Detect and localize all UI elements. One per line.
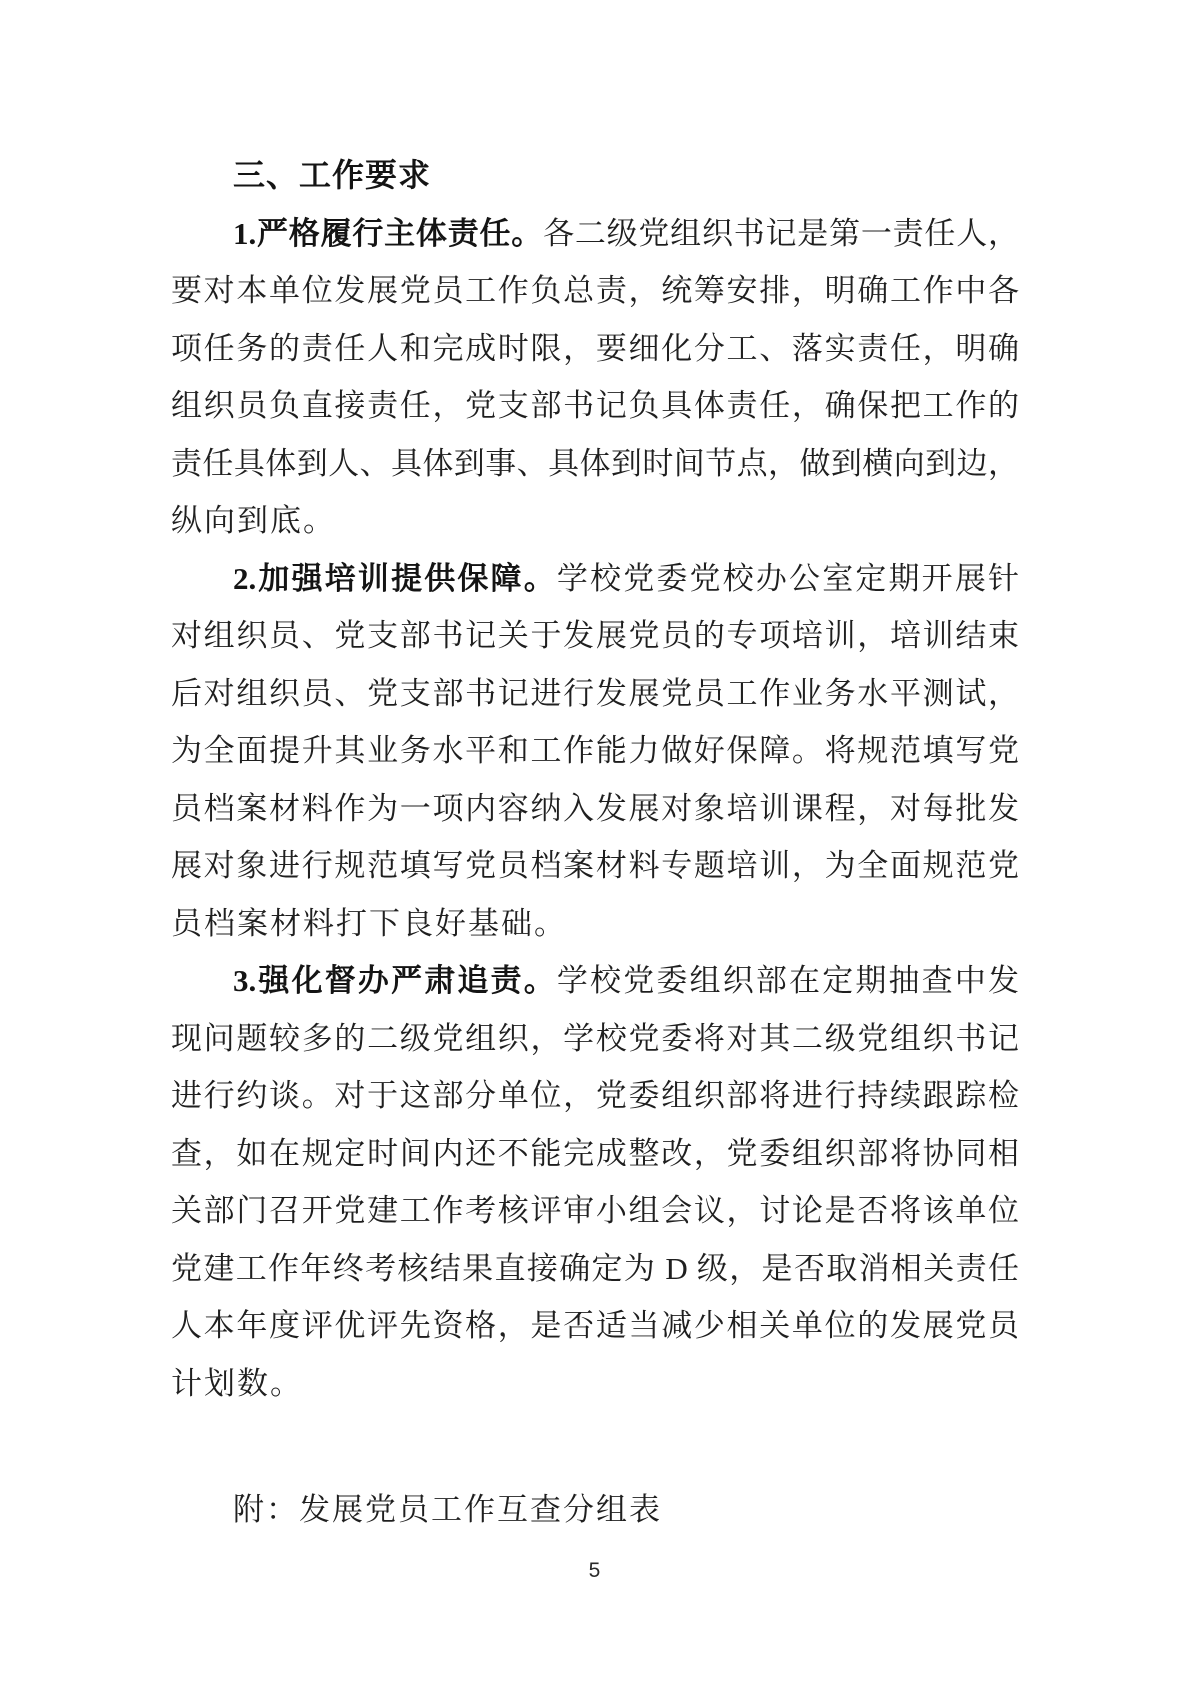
line-text: 要对本单位发展党员工作负总责，统筹安排，明确工作中各 — [171, 273, 1019, 308]
body-line — [171, 1010, 1019, 1068]
line-text: 计划数。 — [171, 1365, 303, 1401]
paragraph-lead: 1.严格履行主体责任。 — [233, 215, 544, 251]
line-text: 责任具体到人、具体到事、具体到时间节点，做到横向到边， — [171, 445, 1019, 481]
paragraph-lead: 3.强化督办严肃追责。 — [233, 963, 557, 998]
body-line — [171, 607, 1019, 665]
body-line — [171, 320, 1019, 378]
page-number: 5 — [588, 1559, 601, 1582]
line-text: 进行约谈。对于这部分单位，党委组织部将进行持续跟踪检 — [171, 1078, 1019, 1113]
line-text: 员档案材料作为一项内容纳入发展对象培训课程，对每批发 — [171, 790, 1019, 826]
document-lines — [171, 205, 1019, 1413]
body-line — [171, 722, 1019, 780]
body-line — [171, 262, 1019, 320]
body-line — [171, 1067, 1019, 1125]
line-text: 学校党委组织部在定期抽查中发 — [556, 963, 1019, 998]
body-line — [171, 205, 1019, 263]
section-heading: 三、工作要求 — [233, 157, 432, 193]
line-text: 关部门召开党建工作考核评审小组会议，讨论是否将该单位 — [171, 1193, 1019, 1228]
line-text: 组织员负直接责任，党支部书记负具体责任，确保把工作的 — [171, 388, 1019, 423]
body-line — [171, 952, 1019, 1010]
body-line — [171, 1182, 1019, 1240]
line-text: 展对象进行规范填写党员档案材料专题培训，为全面规范党 — [171, 848, 1019, 883]
body-line — [171, 837, 1019, 895]
line-text: 查，如在规定时间内还不能完成整改，党委组织部将协同相 — [171, 1135, 1019, 1171]
body-line — [171, 435, 1019, 493]
body-line — [171, 492, 1019, 550]
body-line — [171, 780, 1019, 838]
body-line — [171, 1125, 1019, 1183]
body-line — [171, 1355, 1019, 1413]
line-text: 人本年度评优评先资格，是否适当减少相关单位的发展党员 — [171, 1308, 1019, 1343]
paragraph-lead: 2.加强培训提供保障。 — [233, 560, 557, 596]
body-line — [171, 1297, 1019, 1355]
line-text: 学校党委党校办公室定期开展针 — [556, 560, 1019, 596]
body-line — [171, 1240, 1019, 1298]
attachment-note: 附：发展党员工作互查分组表 — [233, 1492, 662, 1527]
line-text: 现问题较多的二级党组织，学校党委将对其二级党组织书记 — [171, 1020, 1019, 1056]
body-line — [171, 377, 1019, 435]
line-text: 党建工作年终考核结果直接确定为 D 级，是否取消相关责任 — [171, 1250, 1019, 1286]
line-text: 员档案材料打下良好基础。 — [171, 905, 567, 941]
line-text: 项任务的责任人和完成时限，要细化分工、落实责任，明确 — [171, 330, 1019, 366]
body-line — [171, 550, 1019, 608]
body-line — [171, 665, 1019, 723]
line-text: 后对组织员、党支部书记进行发展党员工作业务水平测试， — [171, 675, 1019, 711]
body-line — [171, 895, 1019, 953]
line-text: 为全面提升其业务水平和工作能力做好保障。将规范填写党 — [171, 733, 1019, 768]
line-text: 对组织员、党支部书记关于发展党员的专项培训，培训结束 — [171, 618, 1019, 653]
line-text: 纵向到底。 — [171, 503, 336, 538]
document-body — [171, 147, 1019, 1539]
line-text: 各二级党组织书记是第一责任人， — [543, 215, 1019, 251]
